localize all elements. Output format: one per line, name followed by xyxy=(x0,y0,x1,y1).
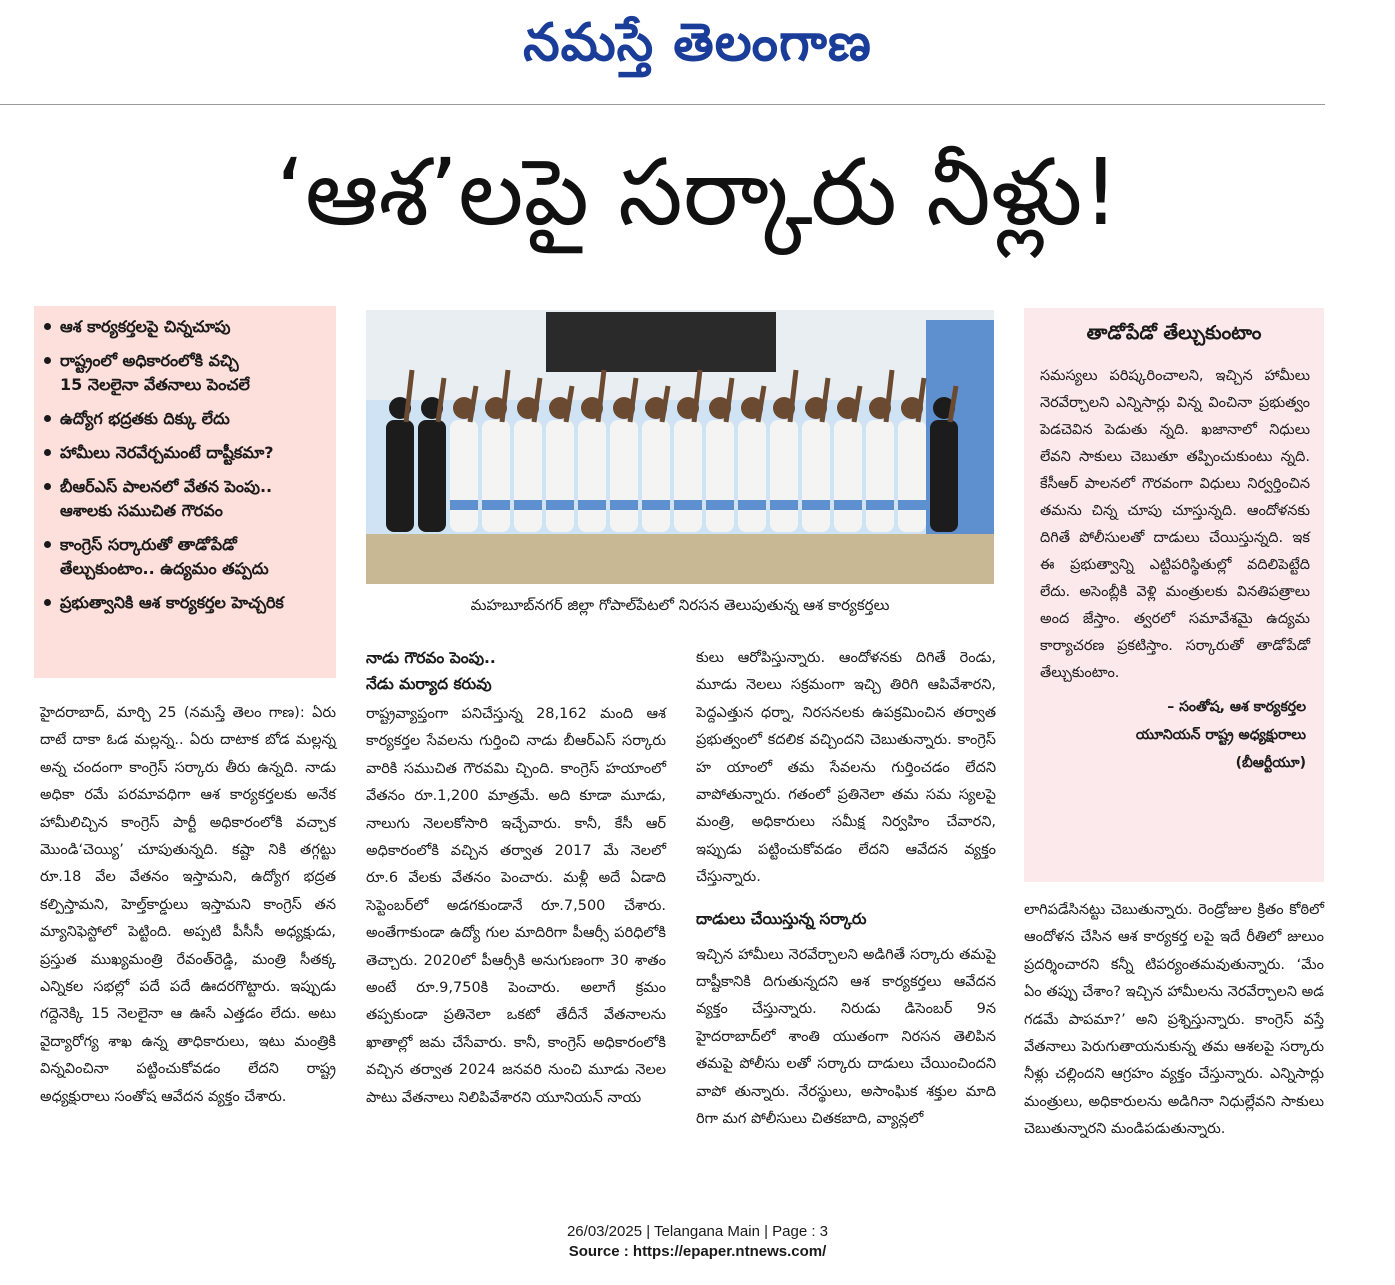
highlight-item-continuation: 15 నెలలైనా వేతనాలు పెంచలే xyxy=(60,375,250,394)
photo-saree-border xyxy=(834,500,862,510)
highlight-item: ఆశ కార్యకర్తలపై చిన్నచూపు xyxy=(42,318,328,336)
photo-person xyxy=(610,420,638,532)
photo-person xyxy=(546,420,574,532)
bullet-icon xyxy=(44,483,51,490)
quote-signature xyxy=(1024,687,1324,777)
photo-person xyxy=(770,420,798,532)
protest-photo xyxy=(366,310,994,584)
highlight-item-continuation: ఆశాలకు సముచిత గౌరవం xyxy=(60,501,223,520)
quote-signature-line: – సంతోష, ఆశ కార్యకర్తల xyxy=(1167,699,1306,715)
bullet-icon xyxy=(44,357,51,364)
photo-saree-border xyxy=(866,500,894,510)
photo-person xyxy=(642,420,670,532)
photo-person xyxy=(418,420,446,532)
photo-person xyxy=(866,420,894,532)
photo-person xyxy=(386,420,414,532)
footer-source: Source : https://epaper.ntnews.com/ xyxy=(568,1243,827,1260)
article-column-2-text: రాష్ట్రవ్యాప్తంగా పనిచేస్తున్న 28,162 మంది ఆశ కార్యకర్తల సేవలను గుర్తించి నాడు బీఆర్‌ఎస్ సర్కారు వారికి సముచిత గౌరవమి చ్చింది. కాంగ్రెస్ హయాంలో వేతనం రూ.1,200 మాత్రమే. అది కూడా మూడు, నాలుగు నెలలకోసారి ఇచ్చేవారు. కానీ, కేసీ ఆర్ అధికారంలోకి వచ్చిన తర్వాత 2017 మే నెలలో రూ.6 వేలకు వేతనం పెంచారు. మళ్లీ అదే ఏడాది సెప్టెంబర్‌లో అడగకుండానే రూ.7,500 చేశారు. అంతేగాకుండా ఉద్యో గుల మాదిరిగా పీఆర్సీ పరిధిలోకి తెచ్చారు. 2020లో పీఆర్సీకి అనుగుణంగా 30 శాతం అంటే రూ.9,750కి పెంచారు. అలాగే క్రమం తప్పకుండా ప్రతినెలా ఒకటో తేదీనే వేతనాలను ఖాతాల్లో జమ చేసేవారు. కానీ, కాంగ్రెస్ అధికారంలోకి వచ్చిన తర్వాత 2024 జనవరి నుంచి మూడు నెలల పాటు వేతనాలు నిలిపివేశారని యూనియన్ నాయ xyxy=(366,706,666,1106)
photo-person xyxy=(802,420,830,532)
quote-signature-line: యూనియన్ రాష్ట్ర అధ్యక్షురాలు xyxy=(1135,727,1306,743)
highlight-item: రాష్ట్రంలో అధికారంలోకి వచ్చి xyxy=(42,352,328,370)
highlight-item: ప్రభుత్వానికి ఆశ కార్యకర్తల హెచ్చరిక xyxy=(42,594,328,612)
photo-saree-border xyxy=(578,500,606,510)
quote-signature-line: (బీఆర్టీయూ) xyxy=(1235,755,1306,771)
photo-person xyxy=(834,420,862,532)
photo-person xyxy=(738,420,766,532)
photo-saree-border xyxy=(738,500,766,510)
photo-person xyxy=(674,420,702,532)
photo-saree-border xyxy=(706,500,734,510)
photo-person xyxy=(450,420,478,532)
photo-saree-border xyxy=(546,500,574,510)
footer-edition: 26/03/2025 | Telangana Main | Page : 3 xyxy=(566,1223,829,1240)
photo-person xyxy=(514,420,542,532)
highlight-item: హామీలు నెరవేర్చమంటే దాష్టీకమా? xyxy=(42,444,328,462)
photo-saree-border xyxy=(450,500,478,510)
bullet-icon xyxy=(44,415,51,422)
photo-person xyxy=(930,420,958,532)
section-subhead: నాడు గౌరవం పెంపు.. xyxy=(366,649,496,667)
photo-saree-border xyxy=(482,500,510,510)
article-column-4: లాగిపడేసినట్టు చెబుతున్నారు. రెండ్రోజుల క్రితం కోఠిలో ఆందోళన చేసిన ఆశ కార్యకర్త లపై ఇదే రీతిలో జులుం ప్రదర్శించారని కన్నీ టిపర్యంతమవుతున్నారు. ‘మేం ఏం తప్పు చేశాం? ఇచ్చిన హామీలను నెరవేర్చాలని అడ గడమే పాపమా?’ అని ప్రశ్నిస్తున్నారు. కాంగ్రెస్ వస్తే వేతనాలు పెరుగుతాయనుకున్న తమ ఆశలపై సర్కారు నీళ్లు చల్లిందని ఆగ్రహం వ్యక్తం చేస్తున్నారు. ఎన్నిసార్లు మంత్రులు, అధికారులను అడిగినా నిధుల్లేవని సాకులు చెబుతున్నారని మండిపడుతున్నారు. xyxy=(1024,902,1324,1138)
bullet-icon xyxy=(44,323,51,330)
photo-saree-border xyxy=(802,500,830,510)
quote-box-text: సమస్యలు పరిష్కరించాలని, ఇచ్చిన హామీలు నెరవేర్చాలని ఎన్నిసార్లు విన్న వించినా ప్రభుత్వం పెడచెవిన పెడుతు న్నది. ఖజానాలో నిధులు లేవని సాకులు చెబుతూ తప్పించుకుంటు న్నది. కేసీఆర్ పాలనలో గౌరవంగా విధులు నిర్వర్తించిన తమను చిన్న చూపు చూస్తున్నది. ఆందోళనకు దిగితే పోలీసులతో దాడులు చేయిస్తున్నది. ఇక ఈ ప్రభుత్వాన్ని ఎట్టిపరిస్థితుల్లో వదిలిపెట్టేది లేదు. అసెంబ్లీకి వెళ్లి మంత్రులకు వినతిపత్రాలు అంద జేస్తాం. త్వరలో సమావేశమై ఉద్యమ కార్యాచరణ ప్రకటిస్తాం. సర్కారుతో తాడోపేడో తేల్చుకుంటాం. xyxy=(1040,368,1310,681)
photo-board xyxy=(546,312,776,372)
headline: ‘ఆశ’లపై సర్కారు నీళ్లు! xyxy=(275,139,1120,246)
photo-person xyxy=(578,420,606,532)
highlight-item-continuation: తేల్చుకుంటాం.. ఉద్యమం తప్పదు xyxy=(60,559,269,578)
photo-caption: మహబూబ్‌నగర్ జిల్లా గోపాల్‌పేటలో నిరసన తెలుపుతున్న ఆశ కార్యకర్తలు xyxy=(470,596,890,614)
photo-saree-border xyxy=(770,500,798,510)
highlight-item: బీఆర్‌ఎస్ పాలనలో వేతన పెంపు.. xyxy=(42,478,328,496)
photo-saree-border xyxy=(610,500,638,510)
photo-person xyxy=(706,420,734,532)
bullet-icon xyxy=(44,449,51,456)
photo-saree-border xyxy=(898,500,926,510)
article-column-3-text-2: ఇచ్చిన హామీలు నెరవేర్చాలని అడిగితే సర్కారు తమపై దాష్టీకానికి దిగుతున్నదని ఆశ కార్యకర్తలు ఆవేదన వ్యక్తం చేస్తున్నారు. నిరుడు డిసెంబర్ 9న హైదరాబాద్‌లో శాంతి యుతంగా నిరసన తెలిపిన తమపై పోలీసు లతో సర్కారు దాడులు చేయించిందని వాపో తున్నారు. నేరస్థులు, అసాంఘిక శక్తుల మాది రిగా మగ పోలీసులు చితకబాది, వ్యాన్లలో xyxy=(696,946,996,1128)
masthead: నమస్తే తెలంగాణ xyxy=(523,13,872,73)
bullet-icon xyxy=(44,541,51,548)
page-footer xyxy=(0,1222,1395,1262)
photo-ground xyxy=(366,534,994,584)
photo-saree-border xyxy=(674,500,702,510)
section-subhead: నేడు మర్యాద కరువు xyxy=(366,675,492,693)
quote-box xyxy=(1024,308,1324,882)
photo-person xyxy=(898,420,926,532)
section-subhead: దాడులు చేయిస్తున్న సర్కారు xyxy=(696,909,867,928)
article-column-2 xyxy=(366,645,666,1112)
bullet-icon xyxy=(44,599,51,606)
highlights-box xyxy=(34,306,336,678)
photo-person xyxy=(482,420,510,532)
highlight-item: కాంగ్రెస్ సర్కారుతో తాడోపేడో xyxy=(42,536,328,554)
masthead-rule xyxy=(0,104,1325,105)
photo-saree-border xyxy=(514,500,542,510)
protest-photo-illustration xyxy=(366,310,994,584)
article-column-1: హైదరాబాద్, మార్చి 25 (నమస్తే తెలం గాణ): ఏరు దాటే దాకా ఓడ మల్లన్న.. ఏరు దాటాక బోడ మల్లన్న అన్న చందంగా కాంగ్రెస్ సర్కారు తీరు ఉన్నది. నాడు అధికా రమే పరమావధిగా ఆశ కార్యకర్తలకు అనేక హామీలిచ్చిన కాంగ్రెస్ పార్టీ అధికారంలోకి వచ్చాక మొండి‘చెయ్యి’ చూపుతున్నది. కష్టా నికి తగ్గట్టు రూ.18 వేల వేతనం ఇస్తామని, ఉద్యోగ భద్రత కల్పిస్తామని, హెల్త్‌కార్డులు ఇస్తామని కాంగ్రెస్ తన మ్యానిఫెస్టోలో పెట్టింది. అప్పటి పీసీసీ అధ్యక్షుడు, ప్రస్తుత ముఖ్యమంత్రి రేవంత్‌రెడ్డి, మంత్రి సీతక్క ఎన్నికల సభల్లో పదే పదే ఊదరగొట్టారు. ఇప్పుడు గద్దెనెక్కి 15 నెలలైనా ఆ ఊసే ఎత్తడం లేదు. అటు వైద్యారోగ్య శాఖ ఉన్న తాధికారులు, ఇటు మంత్రికి విన్నవించినా పట్టించుకోవడం లేదని రాష్ట్ర అధ్యక్షురాలు సంతోష ఆవేదన వ్యక్తం చేశారు. xyxy=(40,705,336,1105)
photo-saree-border xyxy=(642,500,670,510)
highlight-item: ఉద్యోగ భద్రతకు దిక్కు లేదు xyxy=(42,410,328,428)
quote-box-title: తాడోపేడో తేల్చుకుంటాం xyxy=(1086,322,1262,344)
article-column-3 xyxy=(696,645,996,1134)
article-column-3-text: కులు ఆరోపిస్తున్నారు. ఆందోళనకు దిగితే రెండు, మూడు నెలలు సక్రమంగా ఇచ్చి తిరిగి ఆపివేశారని, పెద్దఎత్తున ధర్నా, నిరసనలకు ఉపక్రమించిన తర్వాత ప్రభుత్వంలో కదలిక వచ్చిందని చెబుతున్నారు. కాంగ్రెస్ హ యాంలో తమ సేవలను గుర్తించడం లేదని వాపోతున్నారు. గతంలో ప్రతినెలా తమ సమ స్యలపై మంత్రి, అధికారులు సమీక్ష నిర్వహిం చేవారని, ఇప్పుడు పట్టించుకోవడం లేదని ఆవేదన వ్యక్తం చేస్తున్నారు. xyxy=(696,650,996,886)
